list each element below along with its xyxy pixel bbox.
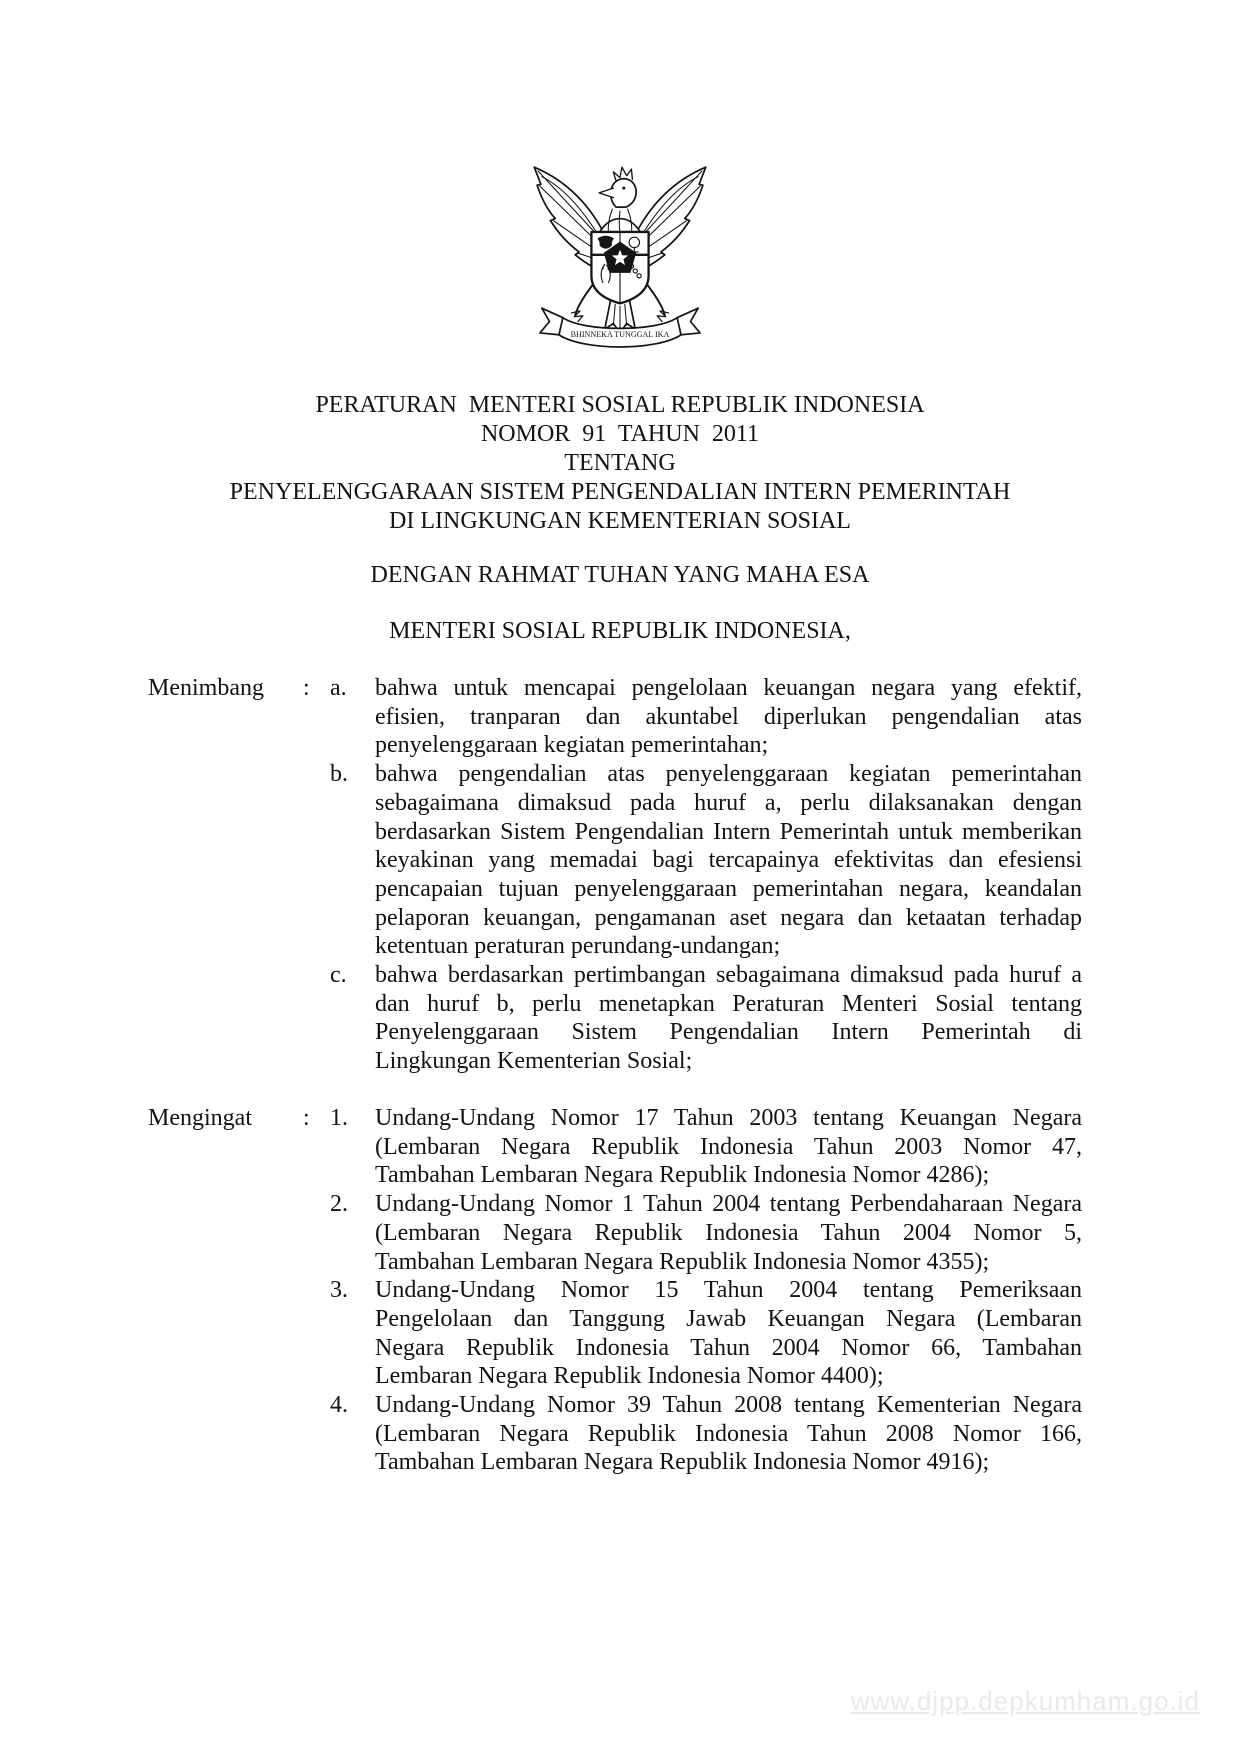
clause-items: [330, 1104, 1082, 1477]
clause-text-line: efisien, tranparan dan akuntabel diperlukan pengendalian atas: [375, 703, 1082, 730]
clause-item: [330, 1104, 1082, 1190]
clause-text-line: berdasarkan Sistem Pengendalian Intern Pemerintah untuk memberikan: [375, 818, 1082, 845]
clause-text-line: Penyelenggaraan Sistem Pengendalian Intern Pemerintah di: [375, 1019, 1082, 1046]
clause-item: [330, 961, 1082, 1076]
clause-label: Menimbang: [148, 675, 264, 701]
clause-item-text: [375, 1190, 1082, 1276]
clause-item-text: [375, 961, 1082, 1076]
clause-item-marker: b.: [330, 761, 348, 788]
clause-text-line: dan huruf b, perlu menetapkan Peraturan Menteri Sosial tentang: [375, 990, 1082, 1017]
clause-text-line: (Lembaran Negara Republik Indonesia Tahun 2003 Nomor 47,: [375, 1133, 1082, 1160]
clause-section-menimbang: [148, 674, 1082, 1076]
clause-text-line: ketentuan peraturan perundang-undangan;: [375, 933, 781, 960]
clause-item-marker: a.: [330, 675, 347, 701]
clause-text-line: Lingkungan Kementerian Sosial;: [375, 1048, 693, 1075]
clause-text-line: pencapaian tujuan penyelenggaraan pemerintahan negara, keandalan: [375, 875, 1082, 902]
invocation-line: DENGAN RAHMAT TUHAN YANG MAHA ESA: [370, 562, 870, 588]
clause-item: [330, 760, 1082, 961]
banner-motto: BHINNEKA TUNGGAL IKA: [570, 329, 670, 339]
clause-text-line: Pengelolaan dan Tanggung Jawab Keuangan Negara (Lembaran: [375, 1305, 1082, 1332]
issuer-line: MENTERI SOSIAL REPUBLIK INDONESIA,: [389, 618, 851, 644]
clause-text-line: (Lembaran Negara Republik Indonesia Tahun 2008 Nomor 166,: [375, 1420, 1082, 1447]
clause-item-text: [375, 1104, 1082, 1190]
clause-text-line: Lembaran Negara Republik Indonesia Nomor 4400);: [375, 1363, 884, 1390]
clause-item-marker: 1.: [330, 1105, 348, 1131]
clause-text-line: Undang-Undang Nomor 39 Tahun 2008 tentang Kementerian Negara: [375, 1392, 1082, 1419]
clause-item: [330, 1276, 1082, 1391]
document-title-line: PENYELENGGARAAN SISTEM PENGENDALIAN INTERN PEMERINTAH: [229, 479, 1011, 505]
clause-text-line: bahwa pengendalian atas penyelenggaraan kegiatan pemerintahan: [375, 761, 1082, 788]
clause-text-line: bahwa untuk mencapai pengelolaan keuangan negara yang efektif,: [375, 675, 1082, 701]
clause-text-line: Undang-Undang Nomor 17 Tahun 2003 tentang Keuangan Negara: [375, 1105, 1082, 1131]
document-title-line: DI LINGKUNGAN KEMENTERIAN SOSIAL: [389, 508, 851, 534]
document-title-line: PERATURAN MENTERI SOSIAL REPUBLIK INDONESIA: [315, 392, 925, 418]
clause-item-text: [375, 674, 1082, 760]
clause-item: [330, 674, 1082, 760]
clause-item: [330, 1391, 1082, 1477]
document-title-line: NOMOR 91 TAHUN 2011: [480, 421, 760, 447]
clause-text-line: Tambahan Lembaran Negara Republik Indonesia Nomor 4916);: [375, 1449, 990, 1476]
clause-text-line: Undang-Undang Nomor 1 Tahun 2004 tentang Perbendaharaan Negara: [375, 1191, 1082, 1218]
clause-text-line: sebagaimana dimaksud pada huruf a, perlu dilaksanakan dengan: [375, 789, 1082, 816]
clause-text-line: Negara Republik Indonesia Tahun 2004 Nomor 66, Tambahan: [375, 1334, 1082, 1361]
clause-item-text: [375, 1276, 1082, 1391]
clause-colon: :: [303, 675, 310, 701]
clause-item-text: [375, 1391, 1082, 1477]
clause-item-marker: c.: [330, 962, 347, 989]
clause-item-text: [375, 760, 1082, 961]
clause-text-line: Tambahan Lembaran Negara Republik Indonesia Nomor 4286);: [375, 1162, 990, 1189]
clause-colon: :: [303, 1105, 310, 1131]
clause-section-mengingat: [148, 1104, 1082, 1477]
clause-text-line: keyakinan yang memadai bagi tercapainya efektivitas dan efesiensi: [375, 847, 1082, 874]
clause-item-marker: 2.: [330, 1191, 348, 1218]
clause-text-line: Tambahan Lembaran Negara Republik Indonesia Nomor 4355);: [375, 1248, 990, 1275]
clause-text-line: penyelenggaraan kegiatan pemerintahan;: [375, 732, 769, 759]
clause-label: Mengingat: [148, 1105, 252, 1131]
watermark-url: www.djpp.depkumham.go.id: [850, 1686, 1200, 1716]
clause-items: [330, 674, 1082, 1076]
clause-item: [330, 1190, 1082, 1276]
document-title-line: TENTANG: [564, 450, 676, 476]
clause-text-line: (Lembaran Negara Republik Indonesia Tahun 2004 Nomor 5,: [375, 1219, 1082, 1246]
clause-text-line: Undang-Undang Nomor 15 Tahun 2004 tentang Pemeriksaan: [375, 1277, 1082, 1304]
clause-item-marker: 4.: [330, 1392, 348, 1419]
clause-text-line: bahwa berdasarkan pertimbangan sebagaimana dimaksud pada huruf a: [375, 962, 1082, 989]
clause-item-marker: 3.: [330, 1277, 348, 1304]
clause-text-line: pelaporan keuangan, pengamanan aset negara dan ketaatan terhadap: [375, 904, 1082, 931]
